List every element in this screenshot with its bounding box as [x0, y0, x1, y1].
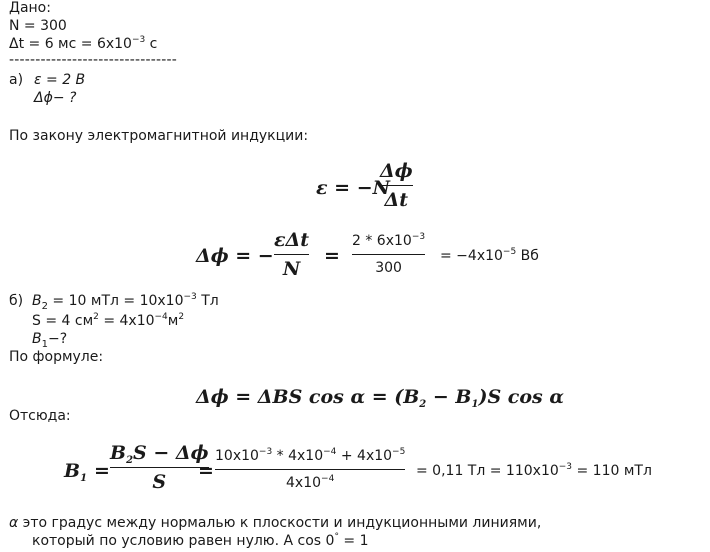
eq2-numerator-1: εΔt — [274, 229, 310, 251]
eq4-lhs: $B_1$ — [64, 460, 88, 484]
given-dt: Δt = 6 мс = $6x10^{-3}$ с — [9, 35, 158, 52]
given-title: Дано: — [9, 0, 51, 16]
eq1-fraction-bar — [380, 185, 413, 186]
eq4-denominator-1: S — [152, 471, 167, 493]
eq2-fraction-bar-1 — [274, 254, 309, 255]
eq2-fraction-2 — [352, 233, 425, 276]
note-line-2: который по условию равен нулю. А cos 0° = 1 — [32, 532, 369, 549]
eq4-equals: = — [94, 460, 110, 482]
hence-text: Отсюда: — [9, 408, 71, 424]
part-b-b2: $B_2 = 10$ мТл = $10x10^{-3}$ Тл — [32, 292, 219, 312]
eq2-fraction-bar-2 — [352, 254, 425, 255]
eq2-equals: = — [324, 245, 340, 267]
eq4-fraction-1 — [110, 442, 209, 493]
given-n: N = 300 — [9, 18, 67, 34]
eq2-numerator-2: $2 * 6x10^{-3}$ — [352, 232, 426, 249]
given-divider: -------------------------------- — [9, 52, 178, 68]
eq1-fraction — [380, 160, 413, 211]
eq4-numerator-2: $10x10^{-3} * 4x10^{-4} + 4x10^{-5}$ — [215, 447, 406, 464]
part-b-marker: б) — [9, 293, 24, 309]
eq1-lhs: ε = −N — [316, 177, 390, 199]
formula-text: По формуле: — [9, 349, 104, 365]
part-a-emf: ε = 2 В — [34, 72, 86, 88]
eq1-denominator: Δt — [384, 189, 409, 211]
eq2-lhs: Δϕ = − — [196, 245, 274, 267]
eq4-fraction-2 — [215, 448, 405, 491]
eq3: Δϕ = ΔBS $\cos \alpha = (B_2 - B_1)S$ cos α — [196, 386, 564, 410]
part-b-s: S = 4 $см^2 = 4x10^{-4}м^2$ — [32, 312, 185, 329]
part-a-marker: а) — [9, 72, 24, 88]
eq4-result: = 0,11 Тл = $110x10^{-3} = 110$ мТл — [416, 462, 652, 479]
law-text: По закону электромагнитной индукции: — [9, 128, 309, 144]
eq4-fraction-bar-1 — [110, 467, 209, 468]
eq2-denominator-1: N — [282, 258, 301, 280]
note-line-1: α это градус между нормалью к плоскости и индукционными линиями, — [9, 515, 542, 531]
part-a-find: Δϕ− ? — [34, 90, 77, 106]
eq4-equals-2: = — [198, 460, 214, 482]
part-b-find: $B_1-$? — [32, 331, 68, 350]
eq2-fraction-1 — [274, 229, 309, 280]
eq4-fraction-bar-2 — [215, 469, 405, 470]
eq4-numerator-1: $B_2S - \Delta\phi$ — [110, 442, 209, 466]
eq4-denominator-2: $4x10^{-4}$ — [286, 474, 335, 491]
eq1-numerator: Δϕ — [380, 160, 413, 182]
eq2-denominator-2: 300 — [375, 260, 402, 276]
eq2-result: = $-4x10^{-5}$ Вб — [440, 247, 539, 264]
